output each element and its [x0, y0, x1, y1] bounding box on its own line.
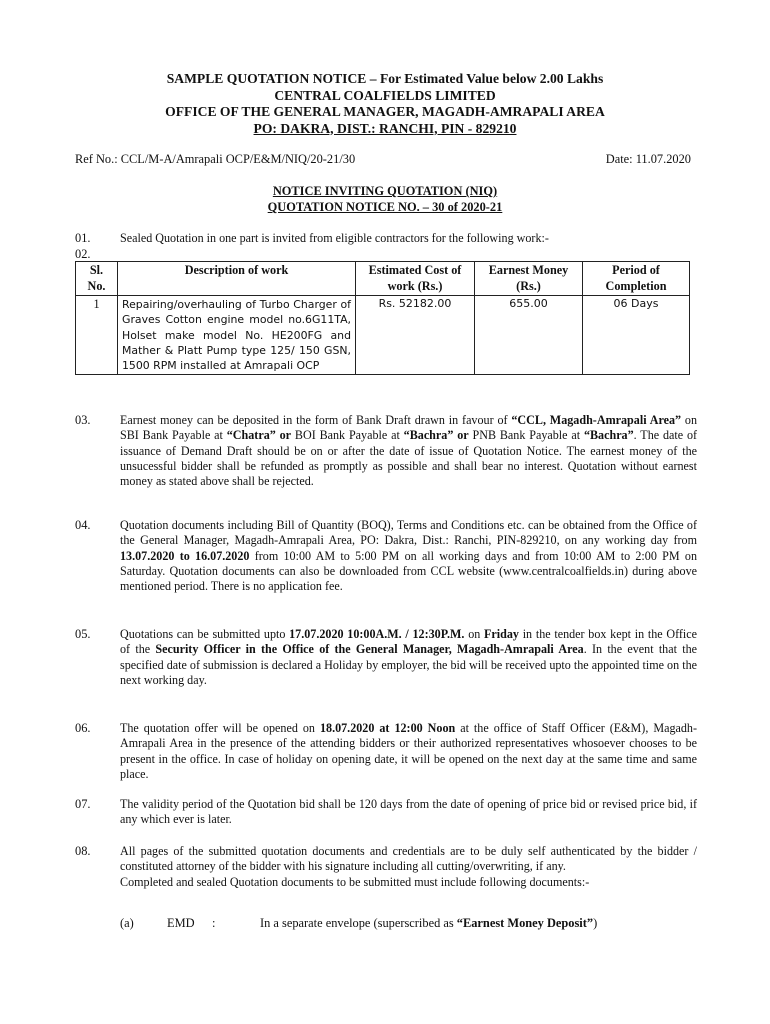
sub-item-a-label: (a)	[120, 916, 134, 930]
notice-title: NOTICE INVITING QUOTATION (NIQ)	[272, 184, 498, 198]
header-earnest-money: Earnest Money (Rs.)	[475, 262, 583, 296]
cell-sl-no: 1	[76, 296, 118, 375]
cell-description: Repairing/overhauling of Turbo Charger of Graves Cotton engine model no.6G11TA, Holset make model No. HE200FG and Mather & Platt Pump type 125/ 150 GSN, 1500 RPM installed at Amrapali OCP	[118, 296, 356, 375]
cell-estimated-cost: Rs. 52182.00	[356, 296, 475, 375]
header-sl-no: Sl. No.	[76, 262, 118, 296]
item-02-number: 02.	[75, 247, 91, 261]
header-company: CENTRAL COALFIELDS LIMITED	[274, 87, 496, 103]
item-06-text: The quotation offer will be opened on 18.07.2020 at 12:00 Noon at the office of Staff Officer (E&M), Magadh-Amrapali Area in the presence of the attending bidders or their authorized representatives whosoever chooses to be present in the office. In case of holiday on opening date, it will be opened on the next day at the same time and same place.	[120, 721, 697, 781]
table-row	[76, 296, 690, 375]
reference-number: Ref No.: CCL/M-A/Amrapali OCP/E&M/NIQ/20-21/30	[75, 152, 356, 166]
item-07-number: 07.	[75, 797, 91, 811]
item-01-number: 01.	[75, 231, 91, 245]
work-table	[75, 261, 690, 375]
cell-earnest-money: 655.00	[475, 296, 583, 375]
item-04-number: 04.	[75, 518, 91, 532]
item-07-text: The validity period of the Quotation bid shall be 120 days from the date of opening of price bid or revised price bid, if any which ever is later.	[120, 797, 697, 827]
item-08-text	[120, 844, 697, 890]
item-06-number: 06.	[75, 721, 91, 735]
sub-item-a-name: EMD	[167, 916, 195, 930]
sub-item-a-separator: :	[212, 916, 216, 930]
header-title: SAMPLE QUOTATION NOTICE – For Estimated Value below 2.00 Lakhs	[166, 71, 604, 86]
header-office: OFFICE OF THE GENERAL MANAGER, MAGADH-AMRAPALI AREA	[165, 104, 605, 119]
header-address: PO: DAKRA, DIST.: RANCHI, PIN - 829210	[253, 120, 517, 136]
table-header-row	[76, 262, 690, 296]
item-08-number: 08.	[75, 844, 91, 858]
notice-number: QUOTATION NOTICE NO. – 30 of 2020-21	[267, 200, 503, 214]
header-estimated-cost: Estimated Cost of work (Rs.)	[356, 262, 475, 296]
item-08-documents-intro: Completed and sealed Quotation documents to be submitted must include following documents:-	[120, 874, 590, 889]
header-description: Description of work	[118, 262, 356, 296]
item-05-text: Quotations can be submitted upto 17.07.2020 10:00A.M. / 12:30P.M. on Friday in the tender box kept in the Office of the Security Officer in the Office of the General Manager, Magadh-Amrapali Area. In the event that the specified date of submission is declared a Holiday by employer, the bid will be received upto the appointed time on the next working day.	[120, 627, 698, 687]
item-03-number: 03.	[75, 413, 91, 427]
cell-completion-period: 06 Days	[583, 296, 690, 375]
item-05-number: 05.	[75, 627, 91, 641]
sub-item-a-text: In a separate envelope (superscribed as “Earnest Money Deposit”)	[260, 916, 598, 930]
notice-date: Date: 11.07.2020	[605, 152, 691, 166]
header-completion-period: Period of Completion	[583, 262, 690, 296]
item-08-authentication: All pages of the submitted quotation documents and credentials are to be duly self authenticated by the bidder / constituted attorney of the bidder with his signature including all cutting/overwriting, if any.	[120, 844, 697, 874]
document-header	[0, 71, 770, 137]
reference-line	[75, 152, 695, 167]
item-01-text: Sealed Quotation in one part is invited from eligible contractors for the following work:-	[120, 231, 549, 245]
item-04-text: Quotation documents including Bill of Quantity (BOQ), Terms and Conditions etc. can be obtained from the Office of the General Manager, Magadh-Amrapali Area, PO: Dakra, Dist.: Ranchi, PIN-829210, on any working day from 13.07.2020 to 16.07.2020 from 10:00 AM to 5:00 PM on all working days and from 10:00 AM to 2:00 PM on Saturday. Quotation documents can also be downloaded from CCL website (www.centralcoalfields.in) during above mentioned period. There is no application fee.	[120, 518, 697, 594]
item-03-text: Earnest money can be deposited in the form of Bank Draft drawn in favour of “CCL, Magadh-Amrapali Area” on SBI Bank Payable at “Chatra” or BOI Bank Payable at “Bachra” or PNB Bank Payable at “Bachra”. The date of issuance of Demand Draft should be on or after the date of issue of Quotation Notice. The earnest money of the unsucessful bidder shall be refunded as promptly as possible and shall bear no interest. Quotation without earnest money as stated above shall be rejected.	[120, 413, 698, 489]
